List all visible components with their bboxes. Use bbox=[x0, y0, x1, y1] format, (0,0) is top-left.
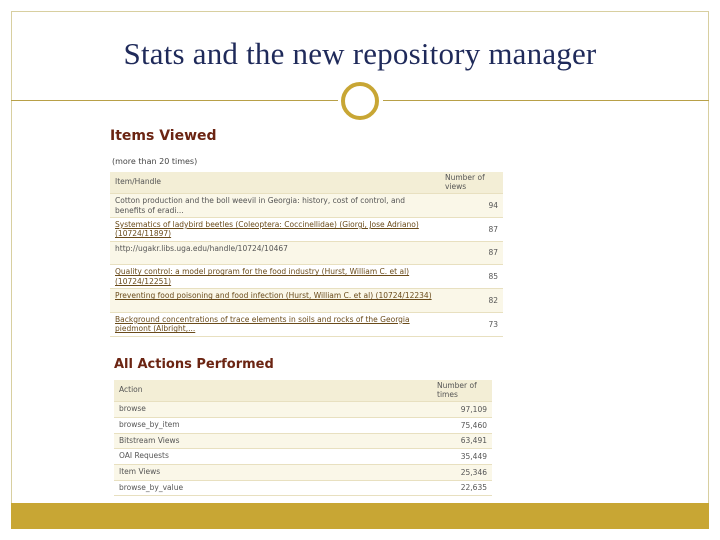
table-row bbox=[114, 465, 492, 481]
item-link[interactable]: Preventing food poisoning and food infection (Hurst, William C. et al) (10724/12234) bbox=[115, 291, 432, 301]
action-count: 25,346 bbox=[432, 465, 492, 481]
table-row bbox=[110, 289, 503, 313]
table-row bbox=[110, 312, 503, 336]
items-viewed-heading: Items Viewed bbox=[110, 128, 217, 144]
all-actions-heading: All Actions Performed bbox=[114, 357, 274, 372]
all-actions-table bbox=[114, 380, 492, 496]
item-views-count: 82 bbox=[440, 289, 503, 313]
item-title-text: Cotton production and the boll weevil in Georgia: history, cost of control, and benefits of eradi... bbox=[115, 196, 406, 215]
slide-footer-bar bbox=[11, 503, 709, 529]
item-link[interactable]: Quality control: a model program for the food industry (Hurst, William C. et al) (10724/12251) bbox=[115, 267, 410, 286]
item-link[interactable]: Background concentrations of trace elements in soils and rocks of the Georgia piedmont (Albright,... bbox=[115, 314, 410, 334]
stats-screenshot bbox=[108, 122, 508, 502]
title-divider-left bbox=[11, 100, 338, 101]
table-row bbox=[114, 417, 492, 433]
table-row bbox=[110, 218, 503, 242]
table-header-row bbox=[114, 380, 492, 402]
action-name: browse_by_value bbox=[114, 480, 432, 496]
column-header-item-handle: Item/Handle bbox=[110, 172, 440, 194]
column-header-number-of-views: Number of views bbox=[440, 172, 503, 194]
action-count: 97,109 bbox=[432, 402, 492, 418]
title-divider-circle-icon bbox=[341, 82, 379, 120]
item-views-count: 85 bbox=[440, 265, 503, 289]
column-header-number-of-times: Number of times bbox=[432, 380, 492, 402]
action-count: 22,635 bbox=[432, 480, 492, 496]
column-header-action: Action bbox=[114, 380, 432, 402]
item-views-count: 87 bbox=[440, 218, 503, 242]
table-row bbox=[110, 265, 503, 289]
item-handle-url: http://ugakr.libs.uga.edu/handle/10724/10467 bbox=[115, 243, 288, 253]
table-row bbox=[114, 402, 492, 418]
item-views-count: 94 bbox=[440, 194, 503, 218]
item-views-count: 73 bbox=[440, 312, 503, 336]
slide-title: Stats and the new repository manager bbox=[123, 36, 597, 71]
action-count: 35,449 bbox=[432, 449, 492, 465]
action-name: OAI Requests bbox=[114, 449, 432, 465]
action-name: browse_by_item bbox=[114, 417, 432, 433]
action-count: 75,460 bbox=[432, 417, 492, 433]
item-link[interactable]: Systematics of ladybird beetles (Coleoptera: Coccinellidae) (Giorgi, Jose Adriano) (10724/11897) bbox=[115, 220, 419, 239]
items-viewed-table bbox=[110, 172, 503, 337]
table-header-row bbox=[110, 172, 503, 194]
title-divider-right bbox=[383, 100, 709, 101]
action-name: Bitstream Views bbox=[114, 433, 432, 449]
action-name: browse bbox=[114, 402, 432, 418]
table-row bbox=[110, 194, 503, 218]
table-row bbox=[114, 480, 492, 496]
items-viewed-note: (more than 20 times) bbox=[112, 157, 198, 166]
table-row bbox=[114, 449, 492, 465]
item-views-count: 87 bbox=[440, 241, 503, 265]
table-row bbox=[110, 241, 503, 265]
action-count: 63,491 bbox=[432, 433, 492, 449]
table-row bbox=[114, 433, 492, 449]
action-name: Item Views bbox=[114, 465, 432, 481]
